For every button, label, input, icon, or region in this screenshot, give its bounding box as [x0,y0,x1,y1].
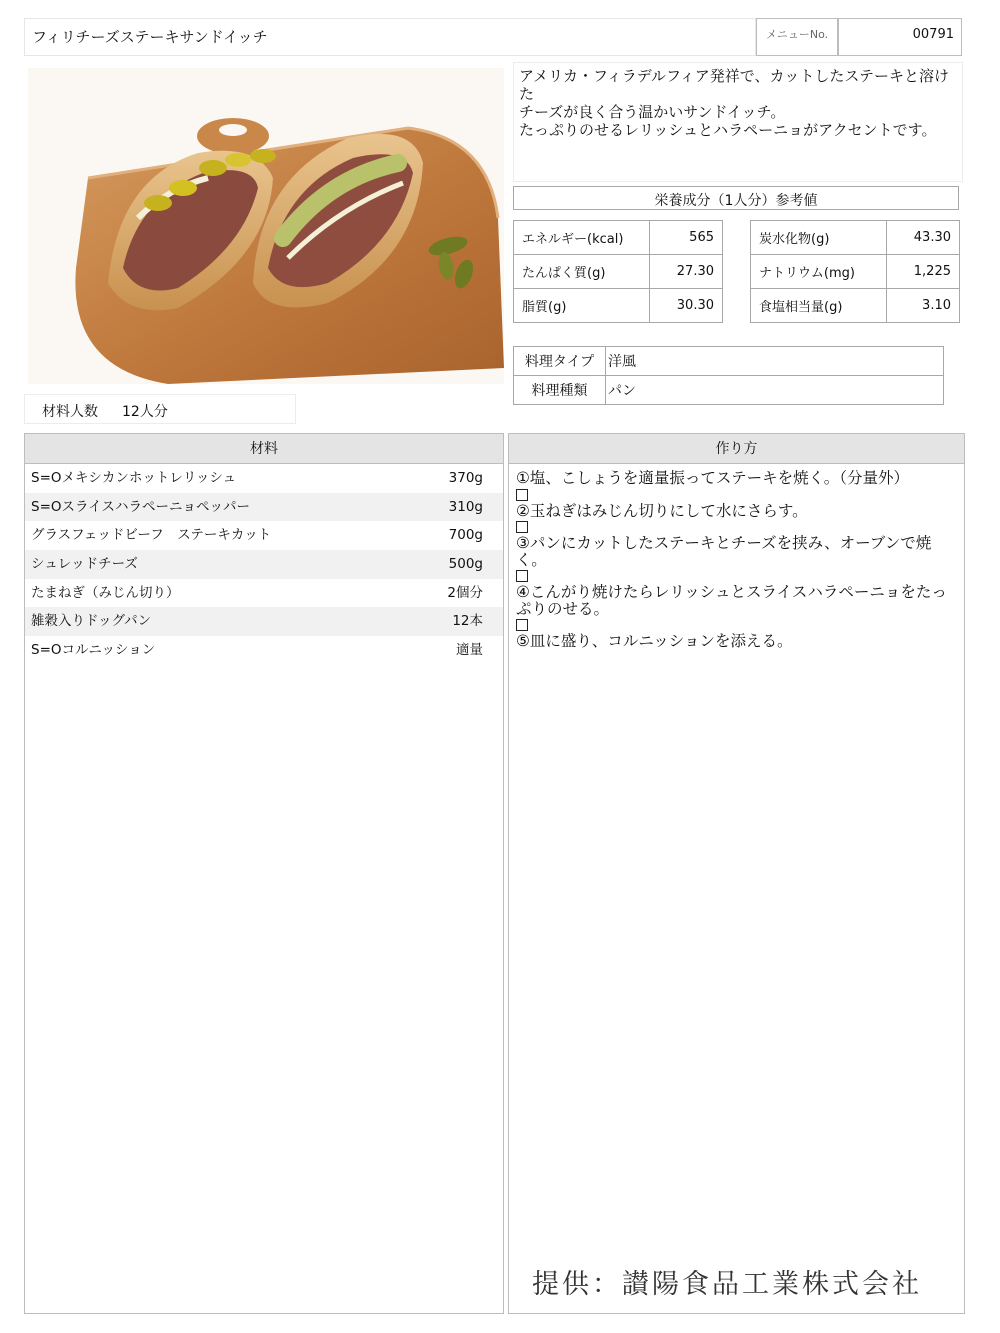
nutrition-heading: 栄養成分（1人分）参考値 [654,193,818,209]
nutrition-value: 1,225 [887,255,960,289]
servings-label: 材料人数 [42,404,98,420]
dish-kind-label: 料理種類 [514,376,606,405]
nutrition-label: エネルギー(kcal) [514,221,650,255]
ingredient-qty: 適量 [456,642,483,659]
ingredient-name: 雑穀入りドッグパン [31,613,152,630]
nutrition-value: 3.10 [887,289,960,323]
ingredient-name: S=Oスライスハラペーニョペッパー [31,498,250,515]
table-row [514,221,723,255]
nutrition-label: 食塩相当量(g) [751,289,887,323]
dish-type-value: 洋風 [606,347,944,376]
dish-kind-value: パン [606,376,944,405]
credit-text: 提供：讃陽食品工業株式会社 [532,1269,922,1300]
nutrition-value: 565 [650,221,723,255]
list-item [25,464,503,493]
step-text: ①塩、こしょうを適量振ってステーキを焼く。（分量外） [516,469,910,487]
table-row [514,347,944,376]
nutrition-label: たんぱく質(g) [514,255,650,289]
list-item [25,521,503,550]
recipe-photo [28,68,504,384]
table-row [751,221,960,255]
nutrition-table-right [750,220,960,323]
nutrition-value: 27.30 [650,255,723,289]
nutrition-label: 脂質(g) [514,289,650,323]
ingredient-qty: 700g [448,527,483,544]
table-row [514,289,723,323]
ingredient-qty: 370g [448,470,483,486]
list-item [25,550,503,579]
steps-panel [508,433,965,1314]
ingredient-qty: 500g [448,556,483,573]
nutrition-label: 炭水化物(g) [751,221,887,255]
nutrition-value: 43.30 [887,221,960,255]
ingredient-name: たまねぎ（みじん切り） [31,584,180,601]
ingredient-name: S=Oコルニッション [31,642,156,659]
ingredient-name: シュレッドチーズ [31,556,138,573]
nutrition-value: 30.30 [650,289,723,323]
ingredient-qty: 12本 [452,613,483,630]
ingredients-panel [24,433,504,1314]
table-row [751,255,960,289]
checkbox-glyph [516,570,528,582]
step-text: ②玉ねぎはみじん切りにして水にさらす。 [516,501,808,520]
list-item [25,607,503,636]
ingredient-qty: 310g [448,498,483,515]
dish-type-label: 料理タイプ [514,347,606,376]
recipe-title: フィリチーズステーキサンドイッチ [32,28,268,46]
list-item [25,493,503,522]
table-row [514,376,944,405]
menu-no-value: 00791 [912,27,954,42]
step-text: ④こんがり焼けたらレリッシュとスライスハラペーニョをたっぷりのせる。 [516,583,947,618]
checkbox-glyph [516,489,528,501]
sandwich-illustration [28,68,504,384]
ingredient-name: S=Oメキシカンホットレリッシュ [31,470,237,486]
ingredient-qty: 2個分 [447,584,483,601]
servings-value: 12人分 [122,404,168,420]
list-item [25,636,503,665]
list-item [25,579,503,608]
dish-type-table [513,346,944,405]
ingredient-name: グラスフェッドビーフ ステーキカット [31,527,272,544]
ingredients-heading: 材料 [25,434,503,464]
step-text: ⑤皿に盛り、コルニッションを添える。 [516,632,793,650]
table-row [514,255,723,289]
checkbox-glyph [516,619,528,631]
steps-heading: 作り方 [509,434,964,464]
steps-list [509,464,964,650]
table-row [751,289,960,323]
menu-no-label: メニューNo. [765,28,829,41]
step-text: ③パンにカットしたステーキとチーズを挟み、オーブンで焼く。 [516,534,932,569]
nutrition-label: ナトリウム(mg) [751,255,887,289]
nutrition-table-left [513,220,723,323]
recipe-description: アメリカ・フィラデルフィア発祥で、カットしたステーキと溶けた チーズが良く合う温かいサンドイッチ。 たっぷりのせるレリッシュとハラペーニョがアクセントです。 [519,67,950,139]
checkbox-glyph [516,521,528,533]
